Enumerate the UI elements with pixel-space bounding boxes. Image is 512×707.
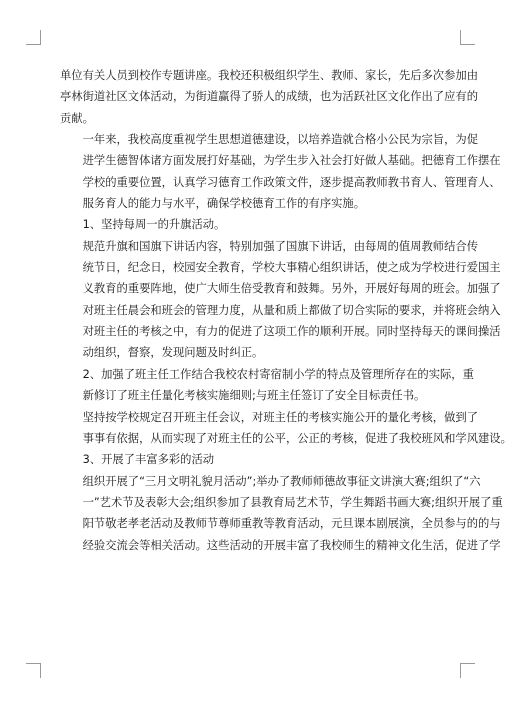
text-line: 规范升旗和国旗下讲话内容，特别加强了国旗下讲话，由每周的值周教师结合传 [82, 239, 478, 253]
text-line: 对班主任的考核之中，有力的促进了这项工作的顺利开展。同时坚持每天的课间操活 [82, 325, 501, 339]
text-line: 一”艺术节及表彰大会;组织参加了县教育局艺术节，学生舞蹈书画大赛;组织开展了重 [82, 495, 503, 509]
text-line: 阳节敬老孝老活动及教师节尊师重教等教育活动，元旦课本剧展演，全员参与的的与 [82, 517, 501, 531]
text-line: 新修订了班主任量化考核实施细则;与班主任签订了安全目标责任书。 [82, 389, 426, 403]
paragraph [60, 214, 445, 235]
text-line: 贡献。 [60, 111, 94, 125]
paragraph [60, 364, 474, 407]
text-line: 经验交流会等相关活动。这些活动的开展丰富了我校师生的精神文化生活，促进了学 [82, 538, 501, 552]
text-line: 2、加强了班主任工作结合我校农村寄宿制小学的特点及管理所存在的实际，重 [82, 367, 474, 381]
document-body [60, 65, 512, 556]
text-line: 学校的重要位置，认真学习德育工作政策文件，逐步提高教师教书育人、管理育人、 [82, 175, 501, 189]
paragraph [60, 129, 501, 214]
text-line: 统节日，纪念日，校园安全教育，学校大事精心组织讲话，使之成为学校进行爱国主 [82, 261, 501, 275]
text-line: 动组织，督察，发现问题及时纠正。 [82, 346, 264, 360]
crop-mark-bottom-left [26, 663, 41, 678]
text-line: 义教育的重要阵地，使广大师生倍受教育和鼓舞。另外，开展好每周的班会。加强了 [82, 282, 501, 296]
crop-mark-top-left [26, 30, 41, 45]
paragraph [60, 236, 501, 364]
paragraph [60, 449, 445, 470]
text-line: 1、坚持每周一的升旗活动。 [82, 218, 226, 232]
text-line: 3、开展了丰富多彩的活动 [82, 453, 215, 467]
text-line: 组织开展了“三月文明礼貌月活动”;举办了教师师德故事征文讲演大赛;组织了“六 [82, 474, 481, 488]
text-line: 事事有依据，从而实现了对班主任的公平，公正的考核，促进了我校班风和学风建设。 [82, 431, 512, 445]
text-line: 服务育人的能力与水平，确保学校德育工作的有序实施。 [82, 197, 366, 211]
crop-mark-bottom-right [460, 663, 475, 678]
text-line: 一年来，我校高度重视学生思想道德建设，以培养造就合格小公民为宗旨，为促 [82, 133, 478, 147]
paragraph [60, 407, 512, 450]
text-line: 亭林街道社区文体活动，为街道赢得了骄人的成绩，也为活跃社区文化作出了应有的 [60, 90, 478, 104]
crop-mark-top-right [460, 30, 475, 45]
text-line: 单位有关人员到校作专题讲座。我校还积极组织学生、教师、家长，先后多次参加由 [60, 69, 478, 82]
paragraph [60, 65, 478, 129]
paragraph [60, 471, 503, 556]
text-line: 对班主任晨会和班会的管理力度，从量和质上都做了切合实际的要求，并将班会纳入 [82, 303, 501, 317]
text-line: 坚持按学校规定召开班主任会议，对班主任的考核实施公开的量化考核，做到了 [82, 410, 478, 424]
text-line: 进学生德智体诸方面发展打好基础，为学生步入社会打好做人基础。把德育工作摆在 [82, 154, 501, 168]
